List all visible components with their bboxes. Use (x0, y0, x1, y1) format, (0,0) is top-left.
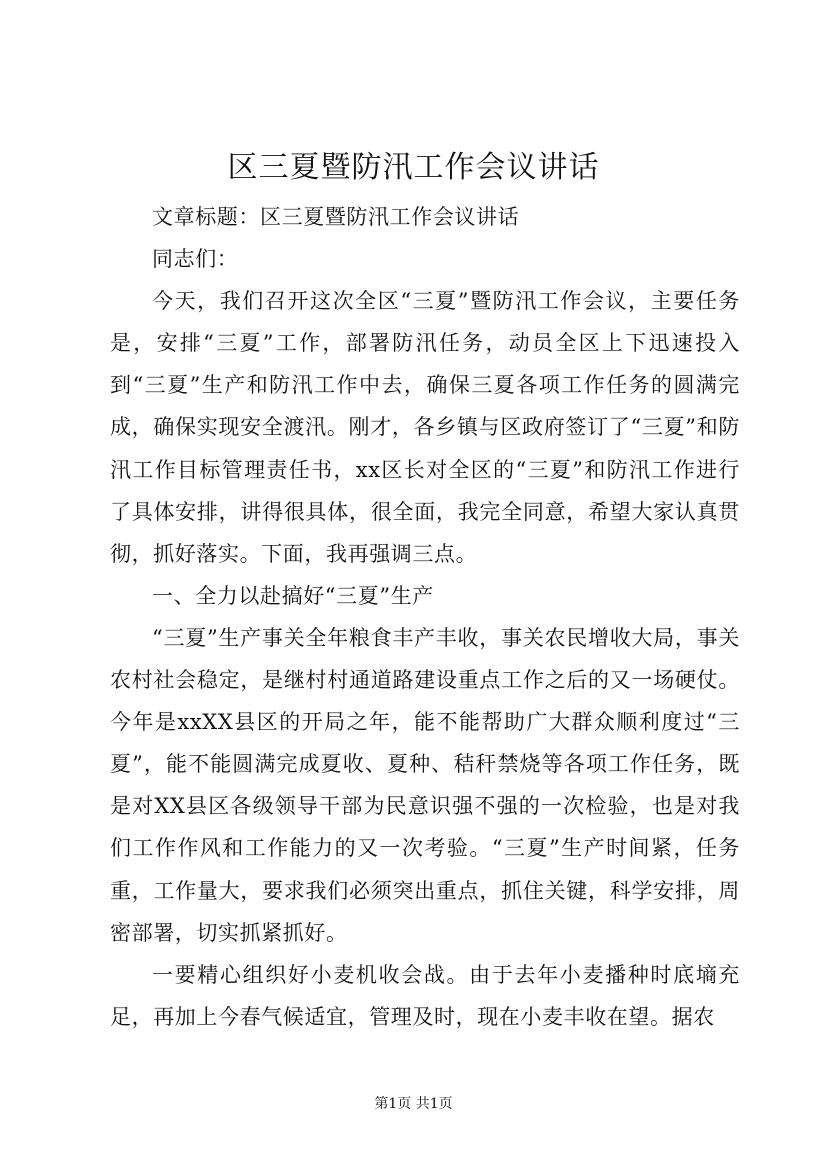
section-heading-1: 一、全力以赴搞好“三夏”生产 (152, 583, 434, 608)
article-title-line: 文章标题：区三夏暨防汛工作会议讲话 (152, 205, 520, 229)
paragraph-section-1: “三夏”生产事关全年粮食丰产丰收，事关农民增收大局，事关农村社会稳定，是继村村通道路建设重点工作之后的又一场硬仗。今年是xxXX县区的开局之年，能不能帮助广大群众顺利度过“三夏”，能不能圆满完成夏收、夏种、秸秆禁烧等各项工作任务，既是对XX县区各级领导干部为民意识强不强的一次检验，也是对我们工作作风和工作能力的又一次考验。“三夏”生产时间紧，任务重，工作量大，要求我们必须突出重点，抓住关键，科学安排，周密部署，切实抓紧抓好。 (110, 625, 740, 945)
paragraph-wheat-harvest: 一要精心组织好小麦机收会战。由于去年小麦播种时底墒充足，再加上今春气候适宜，管理及时，现在小麦丰收在望。据农 (110, 962, 740, 1029)
document-title: 区三夏暨防汛工作会议讲话 (227, 150, 600, 185)
salutation: 同志们： (152, 247, 239, 272)
page-footer: 第1页 共1页 (374, 1096, 453, 1112)
paragraph-intro: 今天，我们召开这次全区“三夏”暨防汛工作会议，主要任务是，安排“三夏”工作，部署防汛任务，动员全区上下迅速投入到“三夏”生产和防汛工作中去，确保三夏各项工作任务的圆满完成，确保实现安全渡汛。刚才，各乡镇与区政府签订了“三夏”和防汛工作目标管理责任书，xx区长对全区的“三夏”和防汛工作进行了具体安排，讲得很具体，很全面，我完全同意，希望大家认真贯彻，抓好落实。下面，我再强调三点。 (110, 289, 740, 566)
document-body (110, 196, 740, 1038)
